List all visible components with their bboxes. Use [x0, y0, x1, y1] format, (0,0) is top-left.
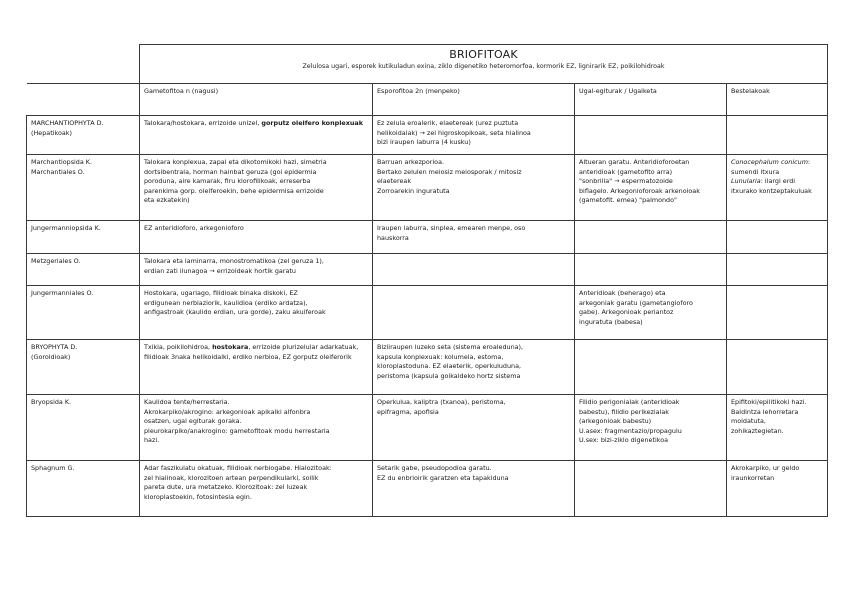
cell-line: Anteridioak (beherago) eta [579, 289, 666, 297]
cell-line [731, 158, 823, 177]
cell-line: parenkima gorp. oleiferoekin, behe epidermisa errizoide [144, 186, 324, 195]
cell-text: Talokara/hostokara, errizoide unizel, [144, 119, 262, 127]
cell-line: (gametofit. emea) "palmondo" [579, 196, 677, 205]
table-row [27, 395, 828, 461]
briofitoak-table [26, 44, 828, 517]
cell-ugalketa [575, 340, 727, 395]
cell-line: pleurokarpiko/anakrogino: gametofitoak modu herrestaria [144, 426, 330, 435]
cell-line: EZ anteridioforo, arkegonioforo [144, 224, 244, 232]
cell-bestelakoak [727, 461, 828, 517]
cell-esporofitoa [373, 116, 575, 155]
corner-cell-2 [27, 84, 140, 116]
cell-line: Altueran garatu. Anteridioforoetan [579, 158, 690, 166]
cell-bestelakoak [727, 254, 828, 286]
cell-esporofitoa [373, 286, 575, 340]
cell-line: Ez zelula eroalerik, elaetereak (urez puztuta [377, 119, 519, 127]
cell-line: poroduna, aire kamarak, firu klorofilikoak, erreserba [144, 177, 311, 186]
cell-line: kloroplastoekin, fotosintesia egin. [144, 492, 252, 501]
cell-line: U.asex: fragmentazio/propagulu [579, 426, 682, 435]
cell-line: inguratuta (babesa) [579, 317, 643, 326]
cell-line: bizi iraupen laburra (4 kusku) [377, 138, 471, 147]
cell-bestelakoak [727, 155, 828, 221]
cell-text: : sumendi itxura [731, 158, 811, 176]
cell-line: kloroplastoduna. EZ elaeterik, operkuluduna, [377, 362, 522, 371]
row-name-line: MARCHANTIOPHYTA D. [31, 119, 104, 127]
cell-line: anfigastroak (kaulido erdian, ura gorde), zaku akuiferoak [144, 308, 326, 317]
cell-line: Akrokarpiko/akrogino: arkegonioak apikalki alfonbra [144, 407, 311, 416]
row-name-line: BRYOPHYTA D. [31, 343, 78, 351]
cell-line: gabe). Arkegonioak periantoz [579, 308, 674, 317]
cell-line: erdian zati ilunagoa → errizoideak hortik garatu [144, 266, 296, 275]
cell-ugalketa [575, 155, 727, 221]
cell-line: Setarik gabe, pseudopodioa garatu. [377, 464, 492, 472]
cell-line: Hostokara, ugariago, filidioak binaka diskoki, EZ [144, 289, 298, 297]
cell-line: hauskorra [377, 233, 409, 242]
row-header [27, 395, 140, 461]
cell-line: pareta dute, ura metatzeko. Klorozitoak: zel luzeak [144, 483, 308, 492]
species-name: Lunularia [731, 177, 761, 186]
cell-text: Txikia, poikilohidroa, [144, 343, 213, 351]
cell-ugalketa [575, 221, 727, 254]
cell-line: arkegoniak garatu (gametangioforo [579, 298, 693, 307]
column-header-gametofitoa: Gametofitoa n (nagusi) [140, 84, 373, 116]
column-header-ugalketa: Ugal-egiturak / Ugalketa [575, 84, 727, 116]
cell-line: dortsibentrala, horman hainbat geruza (goi epidermia [144, 167, 317, 176]
cell-line: Bertako zelulen meiosiz meiosporak / mitosiz [377, 167, 522, 176]
table-subtitle: Zelulosa ugari, esporek kutikuladun exina, ziklo digenetiko heteromorfoa, kormorik EZ, lignirarik EZ, poikilohidroak [302, 63, 665, 70]
row-name-line: Marchantiales O. [31, 167, 85, 176]
cell-line: Operkulua, kaliptra (txanoa), peristoma, [377, 398, 506, 406]
cell-line: osatzen, ugal egiturak goraka. [144, 417, 242, 426]
cell-line: zohikaztegietan. [731, 426, 784, 435]
cell-line: elaetereak [377, 177, 412, 186]
cell-ugalketa [575, 461, 727, 517]
cell-line: biflagelo. Arkegonioforoak arkenoioak [579, 186, 700, 195]
row-name-line: Marchantiopsida K. [31, 158, 93, 166]
cell-line: (arkegonioak babestu) [579, 417, 652, 426]
cell-line: Barruan arkezporioa. [377, 158, 445, 166]
cell-ugalketa [575, 254, 727, 286]
row-header [27, 461, 140, 517]
cell-gametofitoa [140, 286, 373, 340]
cell-text-bold: hostokara [212, 343, 249, 351]
cell-ugalketa [575, 395, 727, 461]
table-row [27, 340, 828, 395]
cell-gametofitoa [140, 221, 373, 254]
cell-esporofitoa [373, 461, 575, 517]
cell-line: Adar faszikulatu okatuak, filidioak nerbiogabe. Hialozitoak: [144, 464, 332, 472]
row-name-line: Metzgeriales O. [31, 257, 81, 265]
cell-line: Talokara konplexua, zapal eta dikotomikoki hazi, simetria [144, 158, 327, 166]
cell-line: epifragma, apofisia [377, 407, 439, 416]
row-name-line: Jungermanniales O. [31, 289, 94, 297]
cell-gametofitoa [140, 254, 373, 286]
table-row [27, 116, 828, 155]
corner-cell [27, 45, 140, 84]
cell-gametofitoa [140, 116, 373, 155]
row-header [27, 286, 140, 340]
row-header [27, 221, 140, 254]
cell-line: Akrokarpiko, ur geldo [731, 464, 800, 472]
cell-line [731, 177, 823, 196]
cell-line: helikoidalak) → zel higroskopikoak, seta hialinoa [377, 128, 531, 137]
table-row [27, 155, 828, 221]
table-row [27, 221, 828, 254]
species-name: Conocephalum conicum [731, 158, 808, 166]
cell-bestelakoak [727, 340, 828, 395]
cell-line: U.sex: bizi-ziklo digenetikoa [579, 436, 669, 445]
cell-line: EZ du enbrioirik garatzen eta tapakiduna [377, 473, 509, 482]
cell-gametofitoa [140, 395, 373, 461]
table-row [27, 254, 828, 286]
cell-line: Biziiraupen luzeko seta (sistema eroaleduna), [377, 343, 524, 351]
cell-esporofitoa [373, 254, 575, 286]
cell-line: Filidio perigonialak (anteridioak [579, 398, 680, 406]
cell-esporofitoa [373, 395, 575, 461]
row-name-line: Sphagnum G. [31, 464, 75, 472]
cell-text-bold: gorputz oleifero konplexuak [261, 119, 363, 127]
cell-bestelakoak [727, 116, 828, 155]
cell-line: Zorroarekin inguratuta [377, 186, 450, 195]
cell-line: kapsula konplexuak: kolumela, estoma, [377, 352, 504, 361]
cell-gametofitoa [140, 340, 373, 395]
cell-esporofitoa [373, 155, 575, 221]
table-row [27, 286, 828, 340]
cell-line: Baldintza lehorretara [731, 407, 799, 416]
row-header [27, 340, 140, 395]
row-name-line: Bryopsida K. [31, 398, 72, 406]
cell-line: Kaulidoa tente/herrestaria. [144, 398, 230, 406]
cell-esporofitoa [373, 340, 575, 395]
table-title-cell [140, 45, 828, 84]
cell-text: : ilargi erdi itxurako kontzeptakuluak [731, 177, 812, 195]
cell-bestelakoak [727, 221, 828, 254]
row-header [27, 254, 140, 286]
row-header [27, 116, 140, 155]
cell-line: Talokara eta laminarra, monostromatikoa (zel geruza 1), [144, 257, 324, 265]
row-name-line: Jungermanniopsida K. [31, 224, 101, 232]
cell-line: iraunkorretan [731, 473, 775, 482]
cell-line: "sonbrilla" → espermatozoide [579, 177, 673, 186]
cell-ugalketa [575, 286, 727, 340]
cell-bestelakoak [727, 395, 828, 461]
cell-line: moldatuta, [731, 417, 766, 426]
cell-line: erdigunean nerbiaziorik, kaulidioa (erdiko ardatza), [144, 298, 308, 307]
row-header [27, 155, 140, 221]
cell-line: anteridioak (gametofito arra) [579, 167, 673, 176]
table-row [27, 461, 828, 517]
cell-line: Iraupen laburra, sinplea, emearen menpe, oso [377, 224, 526, 232]
row-name-line: (Goroldioak) [31, 352, 71, 361]
cell-line: zel hialinoak, klorozitoen artean perpendikularki, soilik [144, 473, 319, 482]
cell-line: eta ezkatekin) [144, 196, 190, 205]
cell-text: , errizoide plurizelular adarkatuak, filidioak 3naka helikoidalki, erdiko nerbioa, EZ gorputz oleiferorik [144, 343, 359, 361]
cell-line: babestu), filidio perikezialak [579, 407, 669, 416]
cell-gametofitoa [140, 461, 373, 517]
cell-esporofitoa [373, 221, 575, 254]
table-title: BRIOFITOAK [449, 48, 518, 61]
cell-line: peristoma (kapsula goikaldeko hortz sistema [377, 371, 521, 380]
column-header-esporofitoa: Esporofitoa 2n (menpeko) [373, 84, 575, 116]
row-name-line: (Hepatikoak) [31, 128, 72, 137]
cell-ugalketa [575, 116, 727, 155]
cell-bestelakoak [727, 286, 828, 340]
cell-line: hazi. [144, 436, 160, 445]
column-header-bestelakoak: Bestelakoak [727, 84, 828, 116]
cell-gametofitoa [140, 155, 373, 221]
cell-line: Epifitoki/epilitikoki hazi. [731, 398, 807, 406]
